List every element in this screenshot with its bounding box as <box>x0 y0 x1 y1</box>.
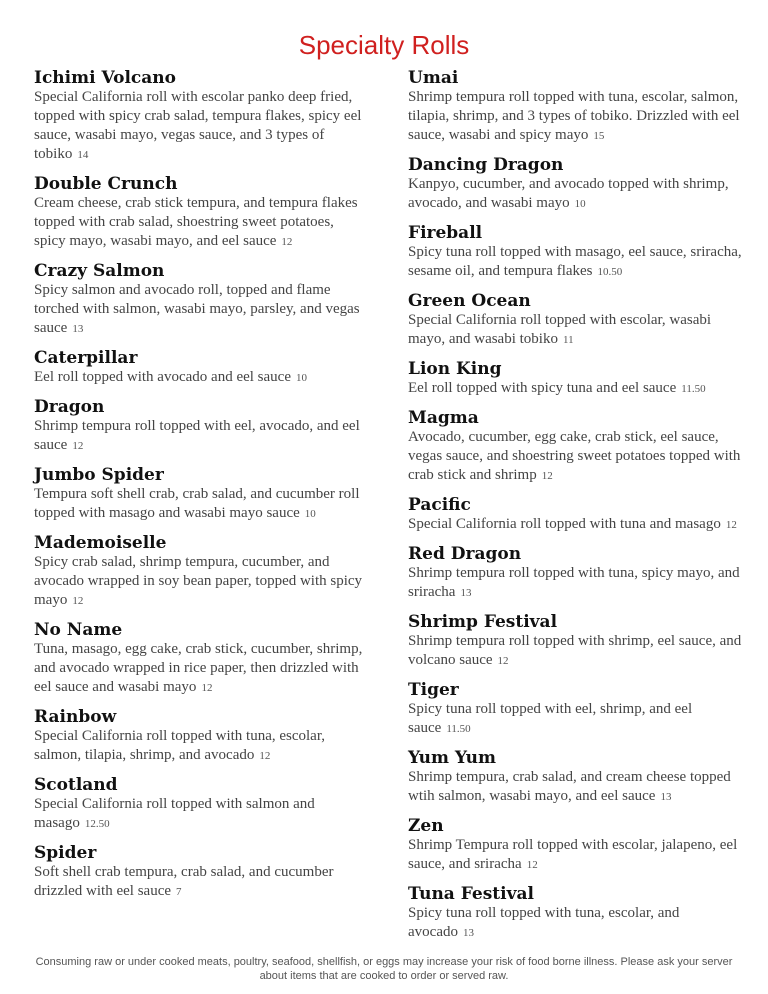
menu-item <box>34 397 369 456</box>
menu-item-name: Rainbow <box>34 707 117 727</box>
menu-item <box>34 707 369 766</box>
menu-item <box>408 68 748 146</box>
menu-item-description-text: Spicy tuna roll topped with masago, eel sauce, sriracha, sesame oil, and tempura flakes <box>408 244 742 279</box>
menu-item-name: Mademoiselle <box>34 533 167 553</box>
menu-item-description <box>34 485 369 524</box>
menu-item <box>408 291 748 350</box>
menu-item-description-text: Shrimp Tempura roll topped with escolar, jalapeno, eel sauce, and sriracha <box>408 837 738 872</box>
menu-item-name: Pacific <box>408 495 471 515</box>
menu-column-left <box>34 68 369 911</box>
menu-item-description <box>408 564 748 603</box>
menu-item <box>408 816 748 875</box>
menu-item-description <box>34 88 369 165</box>
menu-item-name: Magma <box>408 408 479 428</box>
menu-item <box>408 748 748 807</box>
menu-item-description-text: Avocado, cucumber, egg cake, crab stick, eel sauce, vegas sauce, and shoestring sweet potatoes topped with crab stick and shrimp <box>408 429 741 483</box>
menu-item-description-text: Shrimp tempura roll topped with tuna, escolar, salmon, tilapia, shrimp, and 3 types of tobiko. Drizzled with eel sauce, wasabi and spicy mayo <box>408 89 740 143</box>
menu-item-description-text: Tuna, masago, egg cake, crab stick, cucumber, shrimp, and avocado wrapped in rice paper, then drizzled with eel sauce and wasabi mayo <box>34 641 363 695</box>
menu-item-name: Dragon <box>34 397 105 417</box>
menu-item-description-text: Kanpyo, cucumber, and avocado topped with shrimp, avocado, and wasabi mayo <box>408 176 729 211</box>
menu-item-description-text: Shrimp tempura roll topped with eel, avocado, and eel sauce <box>34 418 360 453</box>
menu-item <box>34 261 369 339</box>
menu-item-price: 10 <box>296 372 307 384</box>
menu-item-price: 12 <box>259 750 271 762</box>
menu-item-description <box>408 700 748 739</box>
menu-item-description <box>34 368 369 388</box>
menu-column-right <box>408 68 748 952</box>
menu-item <box>408 223 748 282</box>
menu-item-description-text: Spicy tuna roll topped with tuna, escolar, and avocado <box>408 905 680 940</box>
menu-item-description <box>408 175 748 214</box>
menu-item-price: 10 <box>304 508 316 520</box>
menu-item-name: Double Crunch <box>34 174 178 194</box>
menu-item-name: Green Ocean <box>408 291 531 311</box>
menu-item-description <box>34 281 369 339</box>
menu-item-price: 14 <box>77 149 89 161</box>
menu-item-description <box>408 515 748 535</box>
menu-item-description <box>408 768 748 807</box>
menu-item-price: 11.50 <box>446 723 471 735</box>
menu-item-name: Crazy Salmon <box>34 261 165 281</box>
menu-item-description-text: Spicy crab salad, shrimp tempura, cucumber, and avocado wrapped in soy bean paper, topped with spicy mayo <box>34 554 363 608</box>
menu-item-name: Zen <box>408 816 444 836</box>
menu-item <box>34 465 369 524</box>
menu-item <box>34 174 369 252</box>
menu-item-description-text: Spicy salmon and avocado roll, topped and flame torched with salmon, wasabi mayo, parsley, and vegas sauce <box>34 282 360 336</box>
menu-item-price: 7 <box>176 886 182 898</box>
menu-item <box>408 495 748 535</box>
menu-item-name: Shrimp Festival <box>408 612 558 632</box>
menu-item-name: No Name <box>34 620 123 640</box>
menu-item <box>408 612 748 671</box>
menu-item <box>408 680 748 739</box>
menu-item-description-text: Eel roll topped with spicy tuna and eel sauce <box>408 380 677 396</box>
menu-item-name: Spider <box>34 843 97 863</box>
menu-item-description <box>408 904 748 943</box>
menu-item-price: 12 <box>497 655 509 667</box>
menu-item-price: 12 <box>541 470 553 482</box>
menu-item-name: Umai <box>408 68 459 88</box>
menu-item-name: Red Dragon <box>408 544 522 564</box>
menu-item-price: 10 <box>574 198 586 210</box>
menu-item-description-text: Eel roll topped with avocado and eel sauce <box>34 369 291 385</box>
menu-item-description <box>34 417 369 456</box>
menu-item <box>34 533 369 611</box>
menu-item-name: Ichimi Volcano <box>34 68 176 88</box>
menu-item <box>408 408 748 486</box>
menu-item <box>34 775 369 834</box>
menu-item-description-text: Soft shell crab tempura, crab salad, and cucumber drizzled with eel sauce <box>34 864 334 899</box>
menu-item-description-text: Special California roll topped with tuna and masago <box>408 516 721 532</box>
menu-item-description <box>34 795 369 834</box>
menu-item <box>408 155 748 214</box>
menu-item-name: Jumbo Spider <box>34 465 164 485</box>
menu-item-price: 13 <box>660 791 672 803</box>
menu-item-description <box>34 863 369 902</box>
menu-item-description-text: Tempura soft shell crab, crab salad, and cucumber roll topped with masago and wasabi mayo sauce <box>34 486 360 521</box>
menu-item <box>34 348 369 388</box>
menu-item-name: Scotland <box>34 775 118 795</box>
menu-item-price: 13 <box>72 323 84 335</box>
menu-item-description <box>408 836 748 875</box>
menu-item-price: 12.50 <box>84 818 110 830</box>
menu-item-description-text: Shrimp tempura roll topped with tuna, spicy mayo, and sriracha <box>408 565 740 600</box>
menu-item-description-text: Special California roll topped with escolar, wasabi mayo, and wasabi tobiko <box>408 312 712 347</box>
menu-item-name: Tiger <box>408 680 459 700</box>
menu-item-description <box>408 311 748 350</box>
menu-item-description <box>408 243 748 282</box>
menu-item-description-text: Cream cheese, crab stick tempura, and tempura flakes topped with crab salad, shoestring sweet potatoes, spicy mayo, wasabi mayo, and eel sauce <box>34 195 358 249</box>
menu-item <box>34 843 369 902</box>
menu-item-description <box>408 428 748 486</box>
page-title: Specialty Rolls <box>298 30 470 60</box>
menu-item-name: Lion King <box>408 359 502 379</box>
menu-item-price: 11 <box>562 334 574 346</box>
menu-item-price: 15 <box>593 130 605 142</box>
menu-item-price: 12 <box>72 595 84 607</box>
menu-item-description <box>408 632 748 671</box>
menu-item-description-text: Shrimp tempura roll topped with shrimp, eel sauce, and volcano sauce <box>408 633 742 668</box>
menu-item-price: 12 <box>526 859 538 871</box>
menu-item <box>34 620 369 698</box>
menu-item-price: 13 <box>462 927 474 939</box>
menu-item-description-text: Special California roll topped with tuna, escolar, salmon, tilapia, shrimp, and avocado <box>34 728 325 763</box>
menu-item <box>408 544 748 603</box>
menu-item-price: 10.50 <box>597 266 623 278</box>
disclaimer-text: Consuming raw or under cooked meats, poultry, seafood, shellfish, or eggs may increase your risk of food borne illness. Please ask your server about items that are cooked to order or served raw. <box>35 956 733 982</box>
menu-item-description <box>34 194 369 252</box>
menu-item-price: 11.50 <box>681 383 706 395</box>
menu-item-name: Caterpillar <box>34 348 138 368</box>
menu-item-description-text: Special California roll topped with salmon and masago <box>34 796 315 831</box>
menu-item-name: Dancing Dragon <box>408 155 564 175</box>
menu-item-name: Yum Yum <box>408 748 496 768</box>
menu-item-name: Tuna Festival <box>408 884 534 904</box>
menu-item-description <box>408 88 748 146</box>
menu-item-price: 12 <box>281 236 293 248</box>
menu-item-description-text: Shrimp tempura, crab salad, and cream cheese topped wtih salmon, wasabi mayo, and eel sauce <box>408 769 731 804</box>
menu-item-price: 12 <box>72 440 84 452</box>
menu-item-price: 12 <box>201 682 213 694</box>
menu-item-name: Fireball <box>408 223 483 243</box>
menu-item <box>408 359 748 399</box>
menu-item-price: 12 <box>725 519 737 531</box>
menu-item <box>34 68 369 165</box>
menu-item-description <box>408 379 748 399</box>
menu-item-description-text: Special California roll with escolar panko deep fried, topped with spicy crab salad, tempura flakes, spicy eel sauce, wasabi mayo, vegas sauce, and 3 types of tobiko <box>34 89 362 162</box>
menu-item-description <box>34 553 369 611</box>
menu-item-description <box>34 727 369 766</box>
menu-item <box>408 884 748 943</box>
menu-item-description-text: Spicy tuna roll topped with eel, shrimp, and eel sauce <box>408 701 693 736</box>
menu-item-price: 13 <box>460 587 472 599</box>
menu-item-description <box>34 640 369 698</box>
